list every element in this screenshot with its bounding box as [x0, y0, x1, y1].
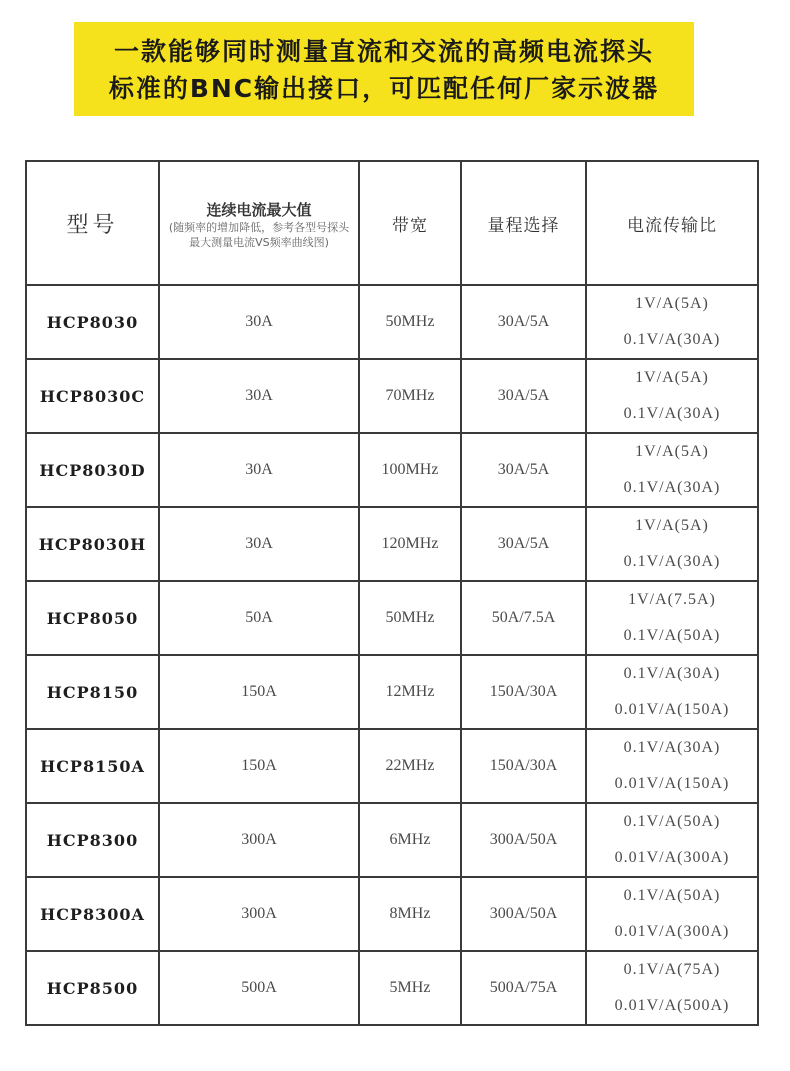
cell-range: 30A/5A: [461, 359, 586, 433]
ratio-line-2: 0.01V/A(300A): [614, 923, 730, 940]
cell-bandwidth: 100MHz: [359, 433, 461, 507]
table-row: [26, 581, 758, 655]
cell-ratio: [586, 433, 758, 507]
ratio-line-1: 0.1V/A(50A): [623, 813, 721, 830]
cell-model: HCP8030: [26, 285, 159, 359]
ratio-line-2: 0.1V/A(30A): [623, 553, 721, 570]
table-row: [26, 507, 758, 581]
cell-ratio: [586, 655, 758, 729]
table-row: [26, 951, 758, 1025]
cell-ratio: [586, 803, 758, 877]
cell-range: 300A/50A: [461, 803, 586, 877]
cell-model: HCP8300A: [26, 877, 159, 951]
cell-model: HCP8300: [26, 803, 159, 877]
header-bandwidth-label: 带宽: [392, 215, 428, 236]
spec-table: [25, 160, 759, 1026]
ratio-line-1: 0.1V/A(30A): [623, 739, 721, 756]
cell-bandwidth: 6MHz: [359, 803, 461, 877]
cell-model: HCP8500: [26, 951, 159, 1025]
header-current: [159, 161, 359, 285]
cell-current: 150A: [159, 655, 359, 729]
cell-current: 50A: [159, 581, 359, 655]
table-header-row: [26, 161, 758, 285]
title-banner: [74, 22, 694, 116]
table-row: [26, 359, 758, 433]
ratio-line-2: 0.01V/A(500A): [614, 997, 730, 1014]
cell-current: 30A: [159, 285, 359, 359]
cell-model: HCP8150A: [26, 729, 159, 803]
header-ratio-label: 电流传输比: [627, 215, 717, 236]
ratio-line-1: 1V/A(7.5A): [628, 591, 716, 608]
cell-ratio: [586, 507, 758, 581]
header-model-label: 型号: [66, 212, 119, 238]
cell-range: 150A/30A: [461, 729, 586, 803]
cell-ratio: [586, 581, 758, 655]
cell-ratio: [586, 877, 758, 951]
cell-bandwidth: 50MHz: [359, 285, 461, 359]
ratio-line-2: 0.01V/A(150A): [614, 701, 730, 718]
ratio-line-1: 1V/A(5A): [635, 369, 709, 386]
cell-ratio: [586, 285, 758, 359]
ratio-line-2: 0.1V/A(50A): [623, 627, 721, 644]
table-row: [26, 729, 758, 803]
header-ratio: [586, 161, 758, 285]
ratio-line-1: 0.1V/A(30A): [623, 665, 721, 682]
cell-bandwidth: 8MHz: [359, 877, 461, 951]
header-model: [26, 161, 159, 285]
ratio-line-1: 1V/A(5A): [635, 517, 709, 534]
cell-range: 30A/5A: [461, 285, 586, 359]
header-bandwidth: [359, 161, 461, 285]
cell-bandwidth: 120MHz: [359, 507, 461, 581]
cell-range: 150A/30A: [461, 655, 586, 729]
table-row: [26, 877, 758, 951]
ratio-line-2: 0.1V/A(30A): [623, 479, 721, 496]
cell-model: HCP8030C: [26, 359, 159, 433]
cell-ratio: [586, 729, 758, 803]
cell-current: 300A: [159, 803, 359, 877]
cell-current: 30A: [159, 507, 359, 581]
cell-range: 500A/75A: [461, 951, 586, 1025]
cell-bandwidth: 12MHz: [359, 655, 461, 729]
cell-range: 50A/7.5A: [461, 581, 586, 655]
table-row: [26, 803, 758, 877]
cell-range: 30A/5A: [461, 433, 586, 507]
ratio-line-1: 0.1V/A(50A): [623, 887, 721, 904]
cell-bandwidth: 70MHz: [359, 359, 461, 433]
ratio-line-1: 1V/A(5A): [635, 295, 709, 312]
cell-ratio: [586, 951, 758, 1025]
cell-model: HCP8030H: [26, 507, 159, 581]
table-row: [26, 285, 758, 359]
header-current-note: (随频率的增加降低，参考各型号探头最大测量电流VS频率曲线图): [168, 220, 350, 249]
ratio-line-2: 0.01V/A(150A): [614, 775, 730, 792]
cell-current: 30A: [159, 433, 359, 507]
header-current-title: 连续电流最大值: [206, 200, 312, 219]
ratio-line-2: 0.1V/A(30A): [623, 331, 721, 348]
cell-current: 300A: [159, 877, 359, 951]
table-row: [26, 433, 758, 507]
cell-model: HCP8150: [26, 655, 159, 729]
banner-line-1: 一款能够同时测量直流和交流的高频电流探头: [113, 37, 654, 66]
cell-current: 30A: [159, 359, 359, 433]
ratio-line-1: 0.1V/A(75A): [623, 961, 721, 978]
cell-model: HCP8030D: [26, 433, 159, 507]
cell-range: 300A/50A: [461, 877, 586, 951]
cell-bandwidth: 22MHz: [359, 729, 461, 803]
header-range: [461, 161, 586, 285]
cell-bandwidth: 50MHz: [359, 581, 461, 655]
ratio-line-1: 1V/A(5A): [635, 443, 709, 460]
ratio-line-2: 0.1V/A(30A): [623, 405, 721, 422]
cell-model: HCP8050: [26, 581, 159, 655]
table-row: [26, 655, 758, 729]
banner-line-2: 标准的BNC输出接口，可匹配任何厂家示波器: [108, 74, 660, 103]
cell-ratio: [586, 359, 758, 433]
cell-bandwidth: 5MHz: [359, 951, 461, 1025]
header-range-label: 量程选择: [487, 215, 560, 236]
cell-current: 150A: [159, 729, 359, 803]
cell-range: 30A/5A: [461, 507, 586, 581]
ratio-line-2: 0.01V/A(300A): [614, 849, 730, 866]
cell-current: 500A: [159, 951, 359, 1025]
